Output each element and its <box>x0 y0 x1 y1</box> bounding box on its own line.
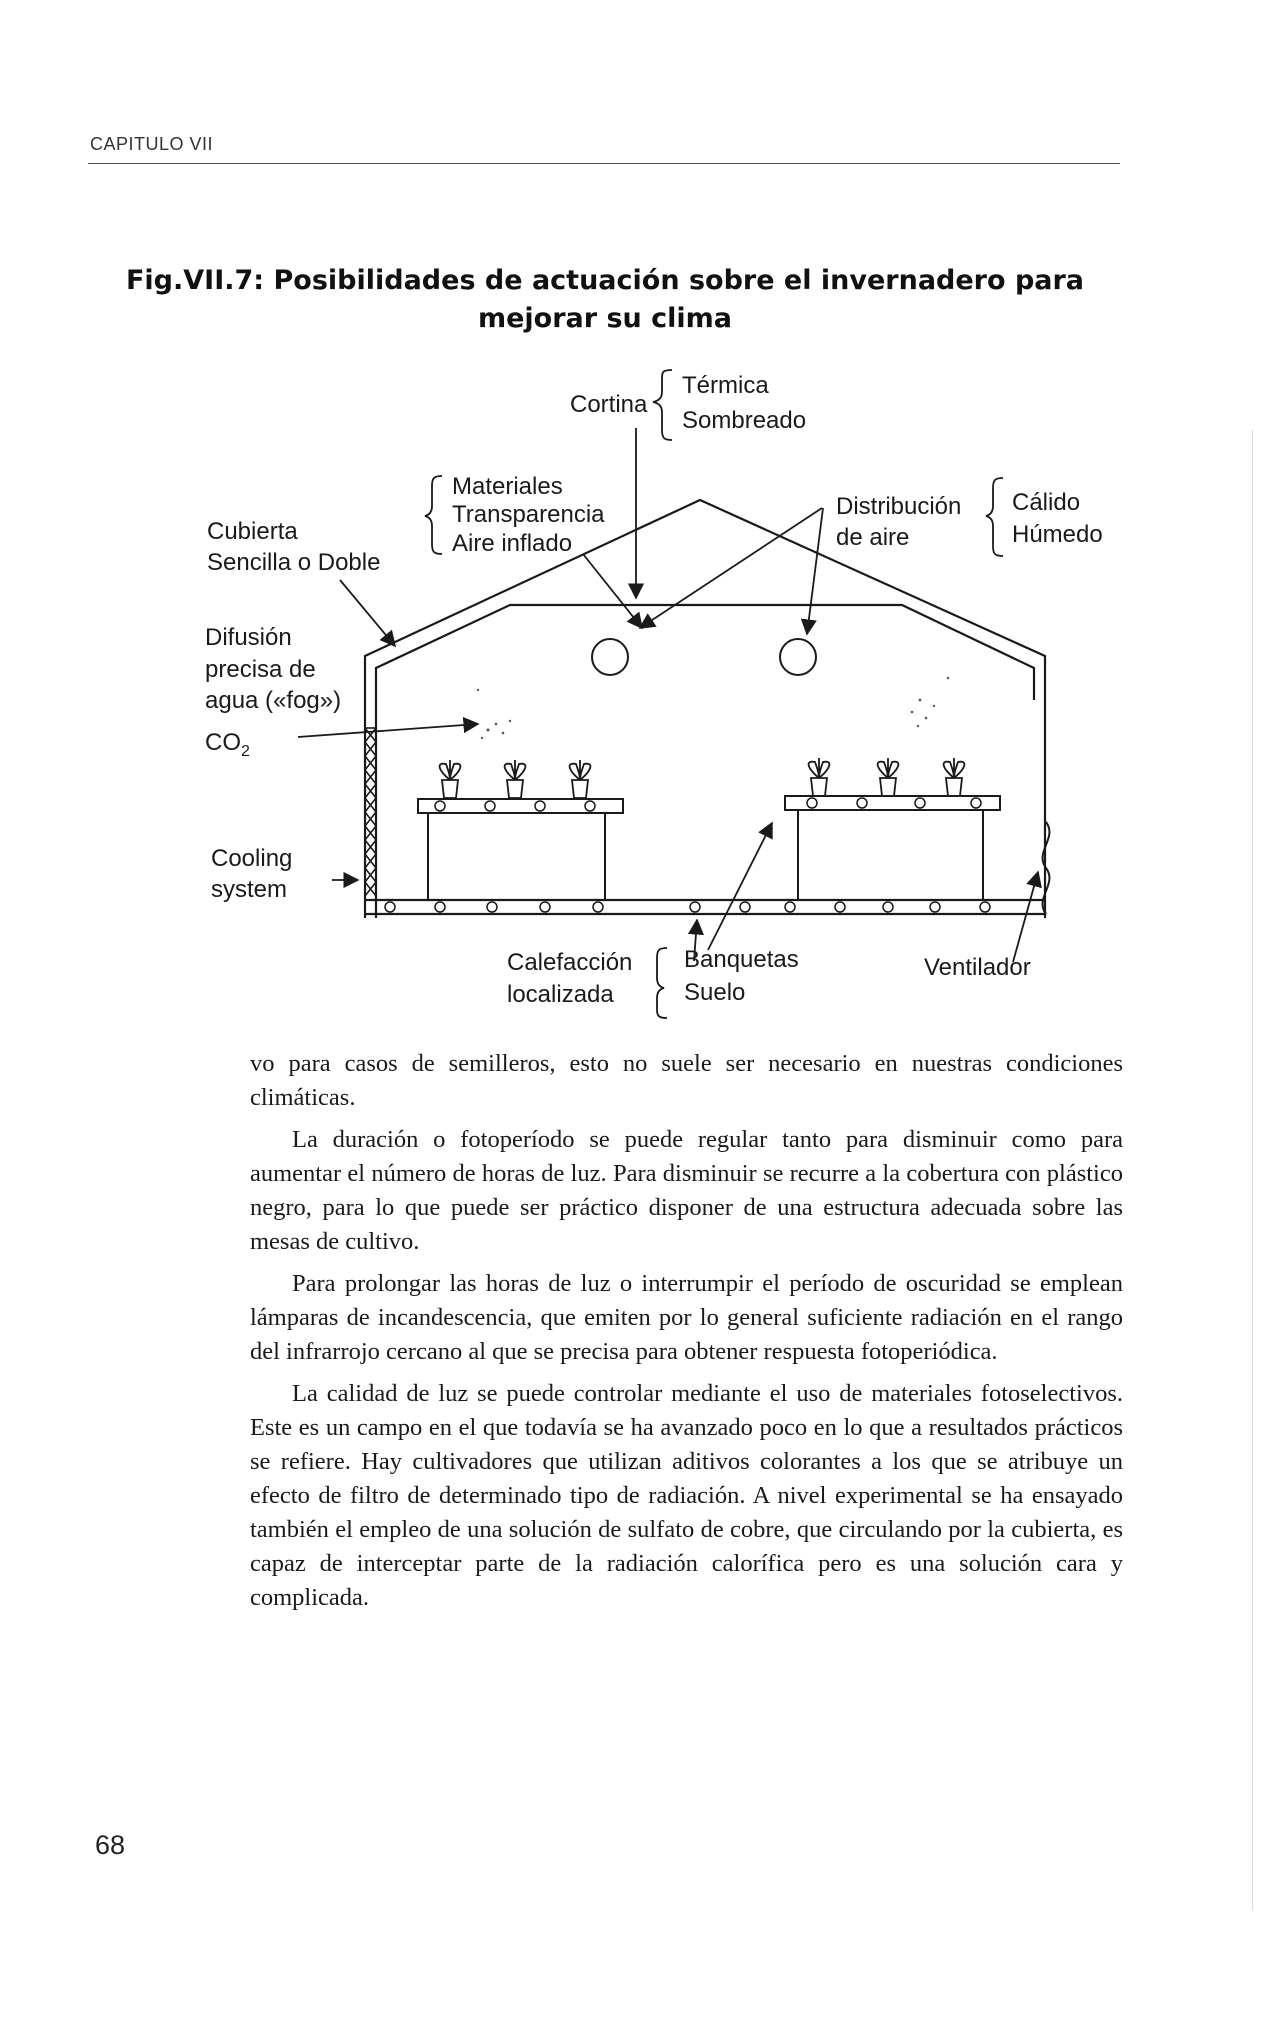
label-calefaccion: Calefacción <box>507 949 633 976</box>
label-cortina: Cortina <box>570 391 648 418</box>
label-system: system <box>211 876 288 903</box>
label-suelo: Suelo <box>684 979 746 1006</box>
banquetas-arrow <box>708 823 772 950</box>
air-fan-left <box>592 639 628 675</box>
label-difusion: Difusión <box>205 624 292 651</box>
paragraph: Para prolongar las horas de luz o interrumpir el período de oscuridad se emplean lámparas de incandescencia, que emiten por lo general suficiente radiación en el rango del infrarrojo cercano al que se precisa para obtener respuesta fotoperiódica. <box>250 1270 1123 1365</box>
doble-arrow <box>340 580 395 646</box>
materiales-arrow <box>583 554 642 628</box>
label-co2-subscript: 2 <box>241 743 250 760</box>
cooling-pad <box>365 728 376 900</box>
diagram-labels <box>205 372 1103 1008</box>
label-precisa-de: precisa de <box>205 656 316 683</box>
label-humedo: Húmedo <box>1012 521 1103 548</box>
label-localizada: localizada <box>507 981 614 1008</box>
distribucion-arrow-right <box>807 508 823 634</box>
plant-icon <box>570 760 591 798</box>
ventilador-arrow <box>1013 872 1038 962</box>
label-materiales: Materiales <box>452 473 563 500</box>
bracket-calido <box>986 478 1003 556</box>
plants <box>440 758 965 798</box>
benches <box>418 796 1000 900</box>
page-edge-line <box>1252 430 1253 1910</box>
greenhouse-structure <box>365 500 1045 918</box>
air-distribution-fans <box>592 639 816 675</box>
label-transparencia: Transparencia <box>452 501 605 528</box>
plant-icon <box>809 758 830 796</box>
label-distribucion: Distribución <box>836 493 962 520</box>
plant-icon <box>440 760 461 798</box>
page-number: 68 <box>95 1830 126 1860</box>
label-sencilla-doble: Sencilla o Doble <box>207 549 381 576</box>
air-fan-right <box>780 639 816 675</box>
paragraph: La duración o fotoperíodo se puede regular tanto para disminuir como para aumentar el número de horas de luz. Para disminuir se recurre a la cobertura con plástico negro, para lo que puede ser práctico disponer de una estructura adecuada sobre las mesas de cultivo. <box>250 1126 1123 1255</box>
bracket-materiales <box>425 476 442 554</box>
figure-caption: Posibilidades de actuación sobre el invernadero para mejorar su clima <box>273 265 1085 334</box>
label-co2 <box>205 729 250 760</box>
outer-roof-and-walls <box>365 500 1045 918</box>
label-aire-inflado: Aire inflado <box>452 530 573 557</box>
figure-label: Fig.VII.7: <box>125 265 265 296</box>
label-de-aire: de aire <box>836 524 910 551</box>
brackets <box>425 370 1003 1018</box>
distribucion-arrow-left <box>640 508 822 628</box>
bracket-calefaccion <box>657 948 667 1018</box>
label-co2-main: CO <box>205 729 241 756</box>
plant-icon <box>944 758 965 796</box>
fog-co2-arrow <box>298 724 478 737</box>
label-termica: Térmica <box>682 372 769 399</box>
paragraph: La calidad de luz se puede controlar mediante el uso de materiales fotoselectivos. Este es un campo en el que todavía se ha avanzado poco en lo que a resultados prácticos se refiere. Hay cultivadores que utilizan aditivos colorantes a los que se atribuye un efecto de filtro de determinado tipo de radiación. A nivel experimental se ha ensayado también el empleo de una solución de sulfato de cobre, que circulando por la cubierta, es capaz de interceptar parte de la radiación calorífica pero es una solución cara y complicada. <box>250 1380 1123 1611</box>
label-calido: Cálido <box>1012 489 1081 516</box>
label-banquetas: Banquetas <box>684 946 799 973</box>
paragraph: vo para casos de semilleros, esto no suele ser necesario en nuestras condiciones climáticas. <box>250 1050 1123 1111</box>
body-text <box>250 1047 1123 1623</box>
label-ventilador: Ventilador <box>924 954 1031 981</box>
bracket-cortina <box>653 370 672 440</box>
label-sombreado: Sombreado <box>682 407 807 434</box>
label-agua-fog: agua («fog») <box>205 687 342 714</box>
fog-spray <box>477 677 949 739</box>
chapter-header: CAPITULO VII <box>90 134 214 154</box>
label-cooling: Cooling <box>211 845 293 872</box>
label-cubierta: Cubierta <box>207 518 298 545</box>
inner-roof-and-walls <box>376 605 1034 918</box>
heating-pipes <box>385 798 990 912</box>
plant-icon <box>505 760 526 798</box>
plant-icon <box>878 758 899 796</box>
